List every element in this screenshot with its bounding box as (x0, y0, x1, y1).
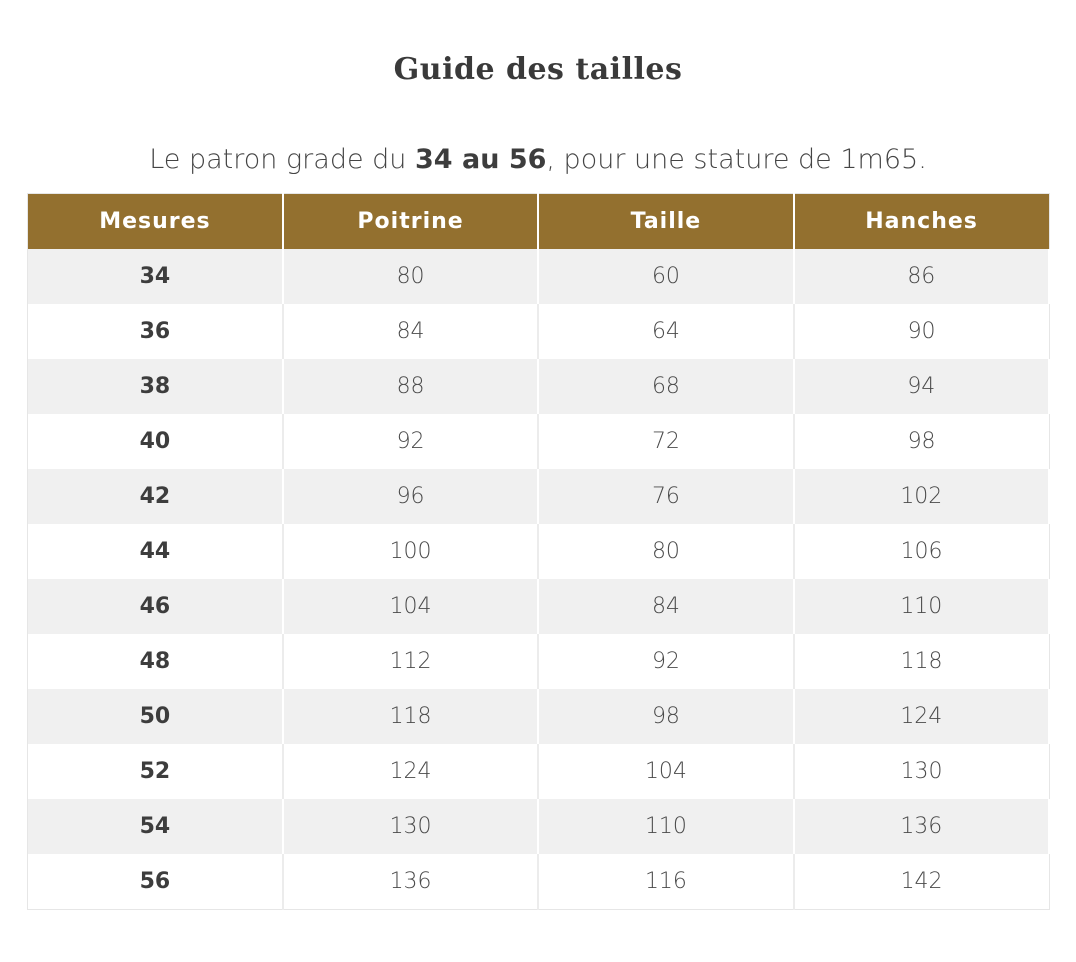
cell-hanches: 136 (794, 799, 1049, 854)
cell-size: 50 (28, 689, 283, 744)
cell-poitrine: 136 (283, 854, 538, 910)
cell-poitrine: 92 (283, 414, 538, 469)
intro-text-start: Le patron grade du (149, 144, 415, 175)
table-row (28, 304, 1050, 359)
cell-size: 44 (28, 524, 283, 579)
cell-hanches: 118 (794, 634, 1049, 689)
table-row (28, 579, 1050, 634)
cell-hanches: 110 (794, 579, 1049, 634)
cell-hanches: 124 (794, 689, 1049, 744)
cell-hanches: 106 (794, 524, 1049, 579)
table-row (28, 854, 1050, 910)
cell-hanches: 102 (794, 469, 1049, 524)
column-header-poitrine: Poitrine (283, 194, 538, 250)
cell-size: 46 (28, 579, 283, 634)
table-row (28, 249, 1050, 304)
cell-taille: 110 (538, 799, 793, 854)
intro-text-end: , pour une stature de 1m65. (546, 144, 927, 175)
table-row (28, 524, 1050, 579)
cell-size: 42 (28, 469, 283, 524)
cell-poitrine: 84 (283, 304, 538, 359)
cell-taille: 80 (538, 524, 793, 579)
cell-poitrine: 104 (283, 579, 538, 634)
table-header-row (28, 194, 1050, 250)
cell-hanches: 130 (794, 744, 1049, 799)
column-header-taille: Taille (538, 194, 793, 250)
table-row (28, 689, 1050, 744)
cell-poitrine: 112 (283, 634, 538, 689)
table-row (28, 744, 1050, 799)
cell-size: 52 (28, 744, 283, 799)
cell-hanches: 94 (794, 359, 1049, 414)
cell-taille: 76 (538, 469, 793, 524)
cell-poitrine: 96 (283, 469, 538, 524)
cell-poitrine: 124 (283, 744, 538, 799)
table-header (28, 194, 1050, 250)
column-header-mesures: Mesures (28, 194, 283, 250)
cell-size: 54 (28, 799, 283, 854)
cell-hanches: 90 (794, 304, 1049, 359)
cell-poitrine: 118 (283, 689, 538, 744)
column-header-hanches: Hanches (794, 194, 1049, 250)
cell-taille: 98 (538, 689, 793, 744)
table-row (28, 469, 1050, 524)
cell-size: 40 (28, 414, 283, 469)
cell-taille: 92 (538, 634, 793, 689)
cell-size: 36 (28, 304, 283, 359)
cell-size: 56 (28, 854, 283, 910)
cell-taille: 72 (538, 414, 793, 469)
cell-hanches: 142 (794, 854, 1049, 910)
table-row (28, 359, 1050, 414)
cell-poitrine: 88 (283, 359, 538, 414)
cell-size: 38 (28, 359, 283, 414)
size-chart-table (27, 193, 1050, 910)
cell-taille: 104 (538, 744, 793, 799)
cell-hanches: 98 (794, 414, 1049, 469)
table-row (28, 634, 1050, 689)
table-row (28, 799, 1050, 854)
size-range-intro (0, 139, 1076, 181)
table-row (28, 414, 1050, 469)
cell-taille: 116 (538, 854, 793, 910)
cell-poitrine: 100 (283, 524, 538, 579)
cell-poitrine: 130 (283, 799, 538, 854)
cell-taille: 84 (538, 579, 793, 634)
page-title: Guide des tailles (393, 52, 683, 88)
cell-taille: 68 (538, 359, 793, 414)
cell-taille: 64 (538, 304, 793, 359)
intro-size-range: 34 au 56 (415, 144, 547, 175)
cell-size: 48 (28, 634, 283, 689)
cell-poitrine: 80 (283, 249, 538, 304)
table-body (28, 249, 1050, 910)
cell-hanches: 86 (794, 249, 1049, 304)
cell-size: 34 (28, 249, 283, 304)
cell-taille: 60 (538, 249, 793, 304)
